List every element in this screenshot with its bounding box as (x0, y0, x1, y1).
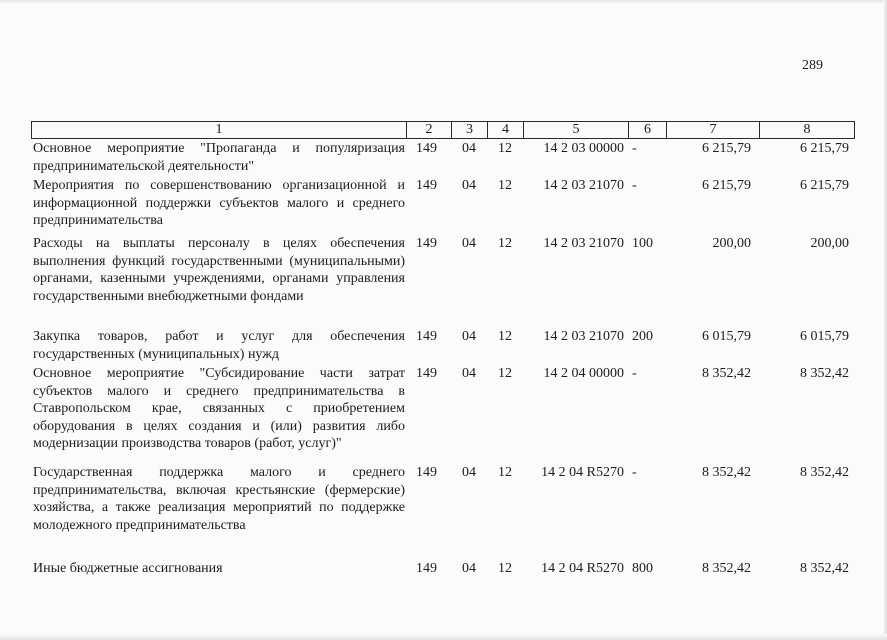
row-amount-8: 6 215,79 (800, 141, 849, 156)
row-expense-type: - (632, 465, 637, 480)
row-ministry-code: 149 (416, 366, 437, 381)
row-amount-7: 8 352,42 (702, 561, 751, 576)
header-col-6: 6 (629, 122, 667, 139)
row-description: Мероприятия по совершенствованию организационной и информационной поддержки субъектов малого и среднего предпринимательства (33, 178, 405, 229)
row-section: 04 (462, 236, 476, 251)
row-section: 04 (462, 178, 476, 193)
row-target-article: 14 2 04 R5270 (541, 561, 624, 576)
row-description: Расходы на выплаты персоналу в целях обеспечения выполнения функций государственными (муниципальными) органами, казенными учреждениями, органами управления государственными внебюджетными фондами (33, 236, 405, 304)
table-row (33, 328, 853, 365)
row-amount-7: 8 352,42 (702, 465, 751, 480)
header-col-8: 8 (760, 122, 855, 139)
table-row (33, 140, 853, 177)
row-amount-8: 8 352,42 (800, 561, 849, 576)
row-target-article: 14 2 03 21070 (543, 178, 624, 193)
table-row (33, 235, 853, 328)
row-amount-7: 6 215,79 (702, 141, 751, 156)
header-col-3: 3 (452, 122, 488, 139)
row-amount-7: 200,00 (712, 236, 751, 251)
row-subsection: 12 (498, 236, 512, 251)
header-col-4: 4 (488, 122, 524, 139)
row-ministry-code: 149 (416, 236, 437, 251)
row-amount-8: 8 352,42 (800, 465, 849, 480)
header-col-2: 2 (407, 122, 452, 139)
row-subsection: 12 (498, 561, 512, 576)
row-target-article: 14 2 03 21070 (543, 329, 624, 344)
row-section: 04 (462, 465, 476, 480)
row-subsection: 12 (498, 178, 512, 193)
table-row (33, 365, 853, 464)
column-number-header (31, 121, 855, 139)
row-section: 04 (462, 366, 476, 381)
row-section: 04 (462, 561, 476, 576)
row-ministry-code: 149 (416, 141, 437, 156)
row-ministry-code: 149 (416, 465, 437, 480)
row-expense-type: - (632, 366, 637, 381)
header-col-7: 7 (667, 122, 760, 139)
row-ministry-code: 149 (416, 329, 437, 344)
row-expense-type: - (632, 178, 637, 193)
row-ministry-code: 149 (416, 178, 437, 193)
row-expense-type: 100 (632, 236, 653, 251)
row-target-article: 14 2 04 R5270 (541, 465, 624, 480)
table-row (33, 464, 853, 560)
row-amount-8: 6 015,79 (800, 329, 849, 344)
scan-edge-top (0, 0, 887, 4)
row-description: Государственная поддержка малого и среднего предпринимательства, включая крестьянские (фермерские) хозяйства, а также реализация мероприятий по поддержке молодежного предпринимательства (33, 465, 405, 533)
row-amount-8: 200,00 (810, 236, 849, 251)
scan-edge-right (883, 0, 887, 640)
row-section: 04 (462, 141, 476, 156)
row-subsection: 12 (498, 329, 512, 344)
row-amount-7: 6 215,79 (702, 178, 751, 193)
row-amount-8: 6 215,79 (800, 178, 849, 193)
row-subsection: 12 (498, 366, 512, 381)
row-subsection: 12 (498, 465, 512, 480)
row-target-article: 14 2 03 00000 (543, 141, 624, 156)
row-target-article: 14 2 04 00000 (543, 366, 624, 381)
row-amount-7: 6 015,79 (702, 329, 751, 344)
header-col-1: 1 (32, 122, 407, 139)
row-subsection: 12 (498, 141, 512, 156)
header-row (32, 122, 855, 139)
table-row (33, 560, 853, 580)
budget-table-body (33, 140, 853, 580)
page-number: 289 (802, 58, 823, 73)
row-ministry-code: 149 (416, 561, 437, 576)
row-expense-type: 800 (632, 561, 653, 576)
row-description: Основное мероприятие "Субсидирование части затрат субъектов малого и среднего предпринимательства в Ставропольском крае, связанных с приобретением оборудования в целях создания и (или) развития либо модернизации производства товаров (работ, услуг)" (33, 366, 405, 452)
row-amount-7: 8 352,42 (702, 366, 751, 381)
row-section: 04 (462, 329, 476, 344)
table-row (33, 177, 853, 235)
row-amount-8: 8 352,42 (800, 366, 849, 381)
row-description: Закупка товаров, работ и услуг для обеспечения государственных (муниципальных) нужд (33, 329, 405, 362)
row-description: Основное мероприятие "Пропаганда и популяризация предпринимательской деятельности" (33, 141, 405, 174)
scan-edge-bottom (0, 634, 887, 640)
header-col-5: 5 (524, 122, 629, 139)
row-expense-type: - (632, 141, 637, 156)
row-target-article: 14 2 03 21070 (543, 236, 624, 251)
row-description: Иные бюджетные ассигнования (33, 561, 223, 576)
row-expense-type: 200 (632, 329, 653, 344)
